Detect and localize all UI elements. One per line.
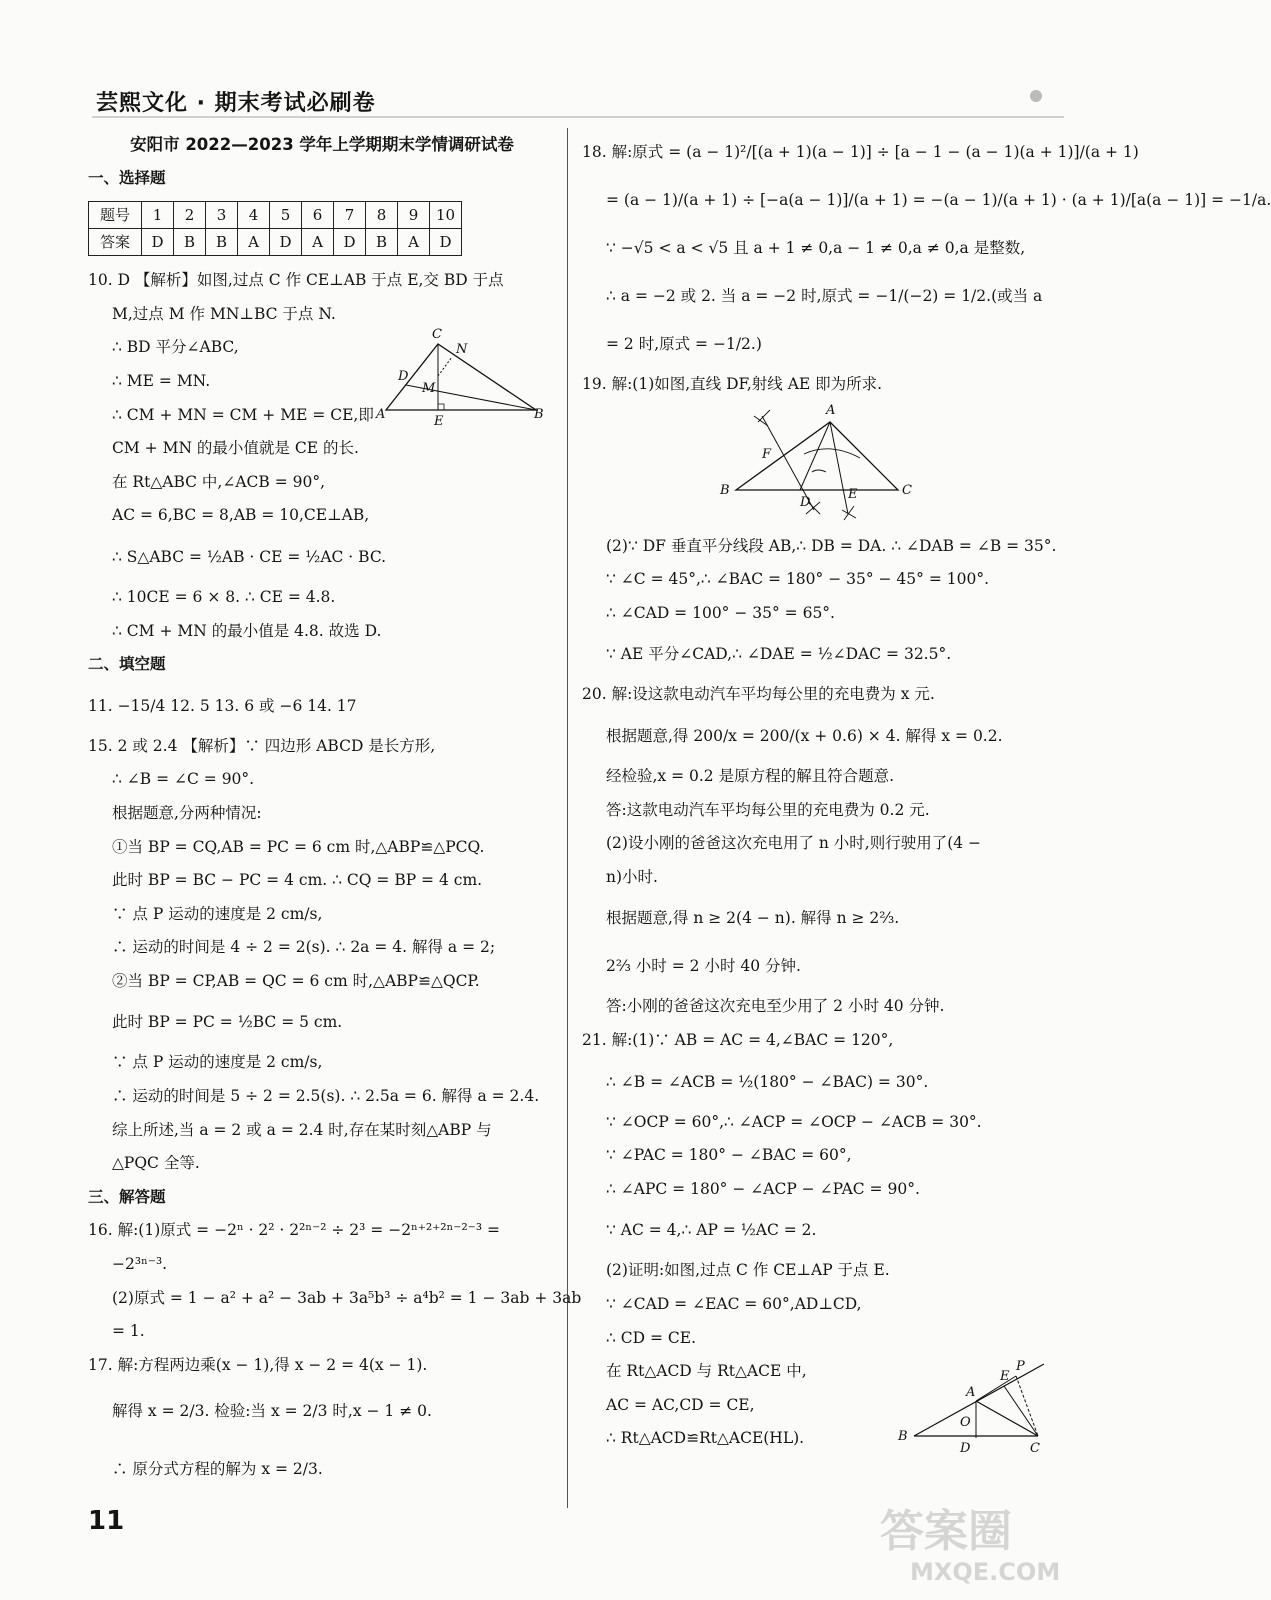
text-line: ∵ ∠CAD = ∠EAC = 60°,AD⊥CD,	[606, 1294, 862, 1313]
point-label: M	[422, 381, 436, 396]
point-label: C	[1030, 1441, 1040, 1456]
point-label: P	[1016, 1359, 1025, 1374]
text-line: 19. 解:(1)如图,直线 DF,射线 AE 即为所求.	[582, 375, 883, 393]
text-line: (2)设小刚的爸爸这次充电用了 n 小时,则行驶用了(4 −	[606, 834, 982, 853]
text-line: ∴ 原分式方程的解为 x = 2/3.	[112, 1460, 323, 1479]
section-heading-solve: 三、解答题	[88, 1187, 166, 1206]
table-cell: D	[334, 229, 366, 256]
text-line: ∵ 点 P 运动的速度是 2 cm/s,	[112, 904, 323, 923]
text-line: 答:这款电动汽车平均每公里的充电费为 0.2 元.	[606, 800, 930, 819]
text-line: (2)原式 = 1 − a² + a² − 3ab + 3a⁵b³ ÷ a⁴b² = 1 − 3ab + 3ab	[112, 1288, 582, 1307]
text-line: ∴ 运动的时间是 4 ÷ 2 = 2(s). ∴ 2a = 4. 解得 a = 2;	[112, 938, 496, 957]
point-label: B	[534, 407, 544, 422]
text-line: AC = 6,BC = 8,AB = 10,CE⊥AB,	[112, 506, 370, 525]
text-line: (2)证明:如图,过点 C 作 CE⊥AP 于点 E.	[606, 1261, 890, 1280]
section-heading-fill: 二、填空题	[88, 655, 166, 674]
header-title: 芸熙文化 · 期末考试必刷卷	[96, 91, 376, 116]
text-line: 在 Rt△ACD 与 Rt△ACE 中,	[606, 1362, 807, 1381]
text-line: 20. 解:设这款电动汽车平均每公里的充电费为 x 元.	[582, 685, 935, 704]
point-label: O	[960, 1415, 971, 1430]
watermark-logo	[870, 1498, 1080, 1588]
table-cell: A	[302, 229, 334, 256]
header-decoration-icon	[1030, 90, 1042, 102]
table-cell: 8	[366, 202, 398, 229]
table-cell: 4	[238, 202, 270, 229]
watermark-text: 答案圈	[880, 1506, 1012, 1557]
text-line: ∴ CM + MN = CM + ME = CE,即	[112, 405, 374, 424]
point-label: E	[434, 414, 444, 429]
q17-solution	[88, 1349, 556, 1499]
text-line: 经检验,x = 0.2 是原方程的解且符合题意.	[606, 766, 895, 785]
text-line: ∵ ∠C = 45°,∴ ∠BAC = 180° − 35° − 45° = 100°.	[606, 570, 990, 589]
text-line: ∵ ∠OCP = 60°,∴ ∠ACP = ∠OCP − ∠ACB = 30°.	[606, 1112, 982, 1131]
table-cell: 10	[430, 202, 462, 229]
text-line: AC = AC,CD = CE,	[606, 1395, 755, 1414]
watermark-subtext: MXQE.COM	[910, 1558, 1061, 1586]
table-cell: B	[206, 229, 238, 256]
text-line: 21. 解:(1)∵ AB = AC = 4,∠BAC = 120°,	[582, 1030, 894, 1049]
section-heading-choice: 一、选择题	[88, 168, 166, 187]
table-cell: B	[366, 229, 398, 256]
table-cell: 题号	[89, 202, 142, 229]
text-line: 15. 2 或 2.4 【解析】∵ 四边形 ABCD 是长方形,	[88, 736, 436, 755]
point-label: D	[398, 369, 409, 384]
point-label: D	[800, 495, 811, 510]
text-line: ∴ 10CE = 6 × 8. ∴ CE = 4.8.	[112, 587, 336, 606]
text-line: ∵ AC = 4,∴ AP = ½AC = 2.	[606, 1221, 817, 1240]
text-line: (2)∵ DF 垂直平分线段 AB,∴ DB = DA. ∴ ∠DAB = ∠B = 35°.	[606, 536, 1057, 555]
text-line: ①当 BP = CQ,AB = PC = 6 cm 时,△ABP≌△PCQ.	[112, 837, 485, 856]
text-line: ∴ Rt△ACD≌Rt△ACE(HL).	[606, 1429, 805, 1448]
point-label: N	[456, 342, 468, 357]
q11-14-answers: 11. −15/4 12. 5 13. 6 或 −6 14. 17	[88, 696, 357, 715]
q19-construction-figure	[718, 402, 918, 534]
q18-solution	[582, 128, 1271, 368]
text-line: −2³ⁿ⁻³.	[112, 1255, 168, 1274]
q21-figure	[896, 1356, 1066, 1470]
text-line: 10. D 【解析】如图,过点 C 作 CE⊥AB 于点 E,交 BD 于点	[88, 271, 504, 290]
text-line: 18. 解:原式 = (a − 1)²/[(a + 1)(a − 1)] ÷ [a − 1 − (a − 1)(a + 1)]/(a + 1)	[582, 143, 1139, 161]
point-label: F	[762, 447, 772, 462]
text-line: = (a − 1)/(a + 1) ÷ [−a(a − 1)]/(a + 1) = −(a − 1)/(a + 1) · (a + 1)/[a(a − 1)] = −1/a.	[606, 191, 1271, 209]
text-line: 根据题意,得 200/x = 200/(x + 0.6) × 4. 解得 x = 0.2.	[606, 726, 1003, 745]
q16-solution	[88, 1214, 582, 1348]
q20-solution	[582, 678, 1060, 1024]
point-label: A	[826, 403, 836, 418]
table-cell: 3	[206, 202, 238, 229]
text-line: 综上所述,当 a = 2 或 a = 2.4 时,存在某时刻△ABP 与	[112, 1120, 492, 1139]
q10-triangle-figure	[376, 326, 546, 430]
text-line: 此时 BP = BC − PC = 4 cm. ∴ CQ = BP = 4 cm.	[112, 871, 483, 890]
text-line: ∴ ∠CAD = 100° − 35° = 65°.	[606, 603, 835, 622]
point-label: B	[720, 483, 730, 498]
table-cell: A	[238, 229, 270, 256]
table-cell: 1	[142, 202, 174, 229]
answer-table	[88, 201, 462, 256]
text-line: ∴ ME = MN.	[112, 371, 211, 390]
text-line: 解得 x = 2/3. 检验:当 x = 2/3 时,x − 1 ≠ 0.	[112, 1402, 432, 1421]
text-line: ∵ ∠PAC = 180° − ∠BAC = 60°,	[606, 1146, 852, 1165]
text-line: 根据题意,分两种情况:	[112, 803, 262, 822]
point-label: C	[902, 483, 912, 498]
point-label: D	[960, 1441, 971, 1456]
table-row	[89, 229, 462, 256]
text-line: = 2 时,原式 = −1/2.)	[606, 335, 762, 353]
text-line: ∴ 运动的时间是 5 ÷ 2 = 2.5(s). ∴ 2.5a = 6. 解得 a = 2.4.	[112, 1087, 540, 1106]
text-line: ②当 BP = CP,AB = QC = 6 cm 时,△ABP≌△QCP.	[112, 971, 480, 990]
text-line: 根据题意,得 n ≥ 2(4 − n). 解得 n ≥ 2⅔.	[606, 909, 900, 928]
table-cell: 6	[302, 202, 334, 229]
text-line: CM + MN 的最小值就是 CE 的长.	[112, 439, 359, 458]
header-rule	[92, 116, 1064, 118]
table-row	[89, 202, 462, 229]
text-line: 在 Rt△ABC 中,∠ACB = 90°,	[112, 472, 326, 491]
text-line: 2⅔ 小时 = 2 小时 40 分钟.	[606, 957, 801, 976]
point-label: A	[376, 407, 386, 422]
text-line: ∵ AE 平分∠CAD,∴ ∠DAE = ½∠DAC = 32.5°.	[606, 645, 952, 664]
point-label: E	[1000, 1369, 1010, 1384]
right-column	[582, 128, 1271, 1456]
text-line: ∴ CM + MN 的最小值是 4.8. 故选 D.	[112, 621, 382, 640]
text-line: 17. 解:方程两边乘(x − 1),得 x − 2 = 4(x − 1).	[88, 1355, 428, 1374]
text-line: 16. 解:(1)原式 = −2ⁿ · 2² · 2²ⁿ⁻² ÷ 2³ = −2ⁿ⁺²⁺²ⁿ⁻²⁻³ =	[88, 1221, 500, 1240]
q10-solution	[88, 264, 556, 648]
point-label: E	[848, 487, 858, 502]
point-label: A	[966, 1385, 976, 1400]
text-line: ∴ ∠B = ∠ACB = ½(180° − ∠BAC) = 30°.	[606, 1072, 929, 1091]
page-number: 11	[88, 1506, 125, 1536]
point-label: B	[898, 1429, 908, 1444]
table-cell: 2	[174, 202, 206, 229]
text-line: M,过点 M 作 MN⊥BC 于点 N.	[112, 304, 336, 323]
text-line: 答:小刚的爸爸这次充电至少用了 2 小时 40 分钟.	[606, 997, 945, 1016]
table-cell: A	[398, 229, 430, 256]
text-line: 此时 BP = PC = ½BC = 5 cm.	[112, 1013, 343, 1032]
table-cell: 7	[334, 202, 366, 229]
text-line: ∵ −√5 < a < √5 且 a + 1 ≠ 0,a − 1 ≠ 0,a ≠ 0,a 是整数,	[606, 239, 1026, 257]
point-label: C	[432, 327, 442, 342]
text-line: ∴ ∠B = ∠C = 90°.	[112, 770, 255, 789]
table-cell: 9	[398, 202, 430, 229]
paper-title: 安阳市 2022—2023 学年上学期期末学情调研试卷	[130, 135, 514, 154]
table-cell: D	[430, 229, 462, 256]
text-line: ∴ ∠APC = 180° − ∠ACP − ∠PAC = 90°.	[606, 1179, 920, 1198]
text-line: = 1.	[112, 1322, 145, 1341]
text-line: ∴ a = −2 或 2. 当 a = −2 时,原式 = −1/(−2) = 1/2.(或当 a	[606, 287, 1043, 305]
text-line: n)小时.	[606, 867, 658, 886]
table-cell: B	[174, 229, 206, 256]
text-line: ∴ CD = CE.	[606, 1328, 697, 1347]
text-line: ∴ BD 平分∠ABC,	[112, 338, 239, 357]
text-line: ∵ 点 P 运动的速度是 2 cm/s,	[112, 1053, 323, 1072]
q15-solution	[88, 730, 556, 1181]
table-cell: D	[270, 229, 302, 256]
text-line: ∴ S△ABC = ½AB · CE = ½AC · BC.	[112, 547, 387, 566]
text-line: △PQC 全等.	[112, 1154, 200, 1173]
table-cell: 答案	[89, 229, 142, 256]
table-cell: D	[142, 229, 174, 256]
table-cell: 5	[270, 202, 302, 229]
